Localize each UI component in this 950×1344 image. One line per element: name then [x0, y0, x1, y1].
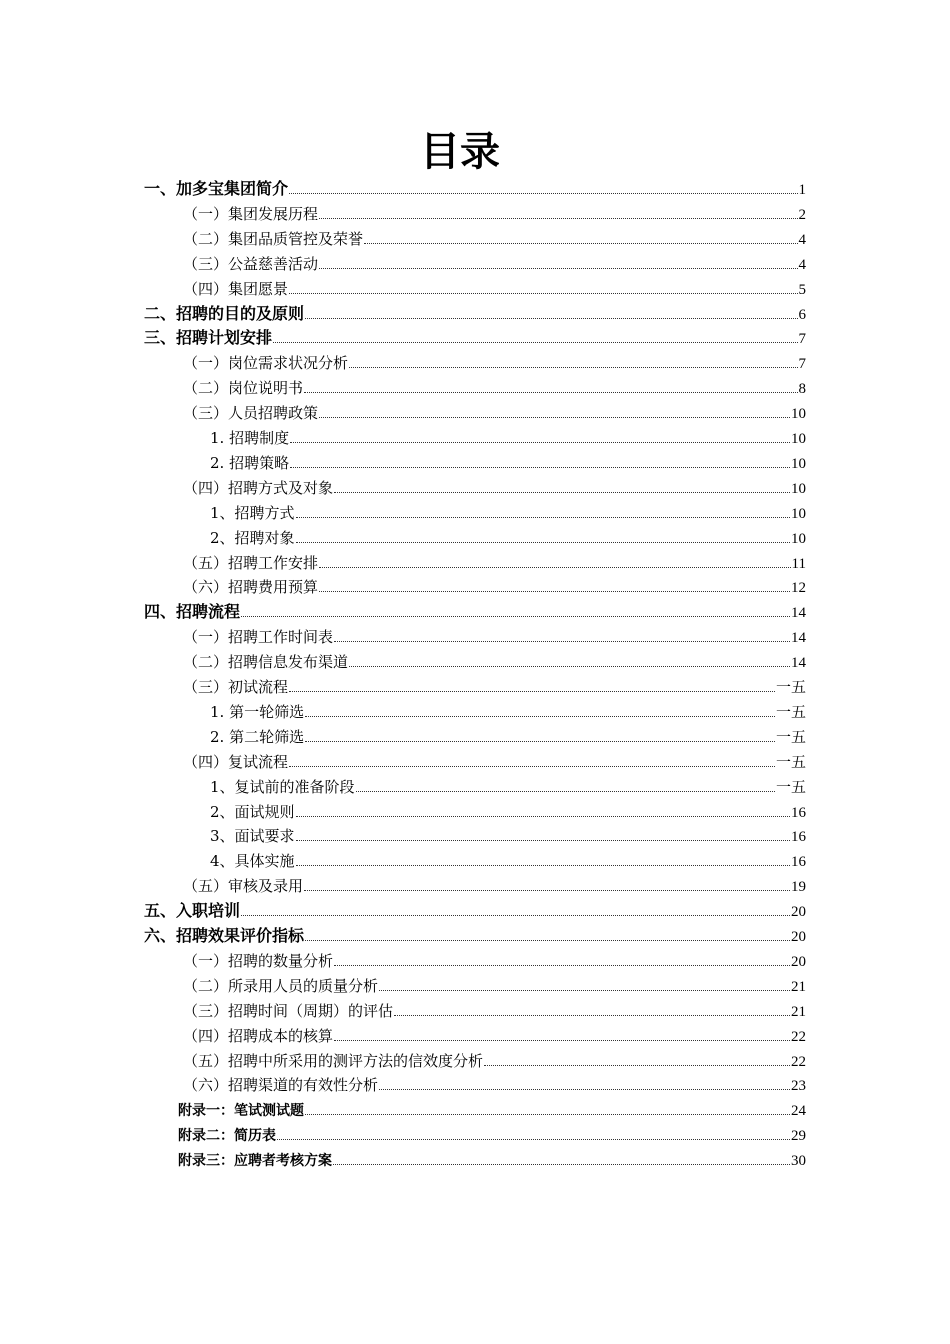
toc-entry-page-number: 10: [791, 431, 806, 447]
toc-entry-page-number: 14: [791, 605, 806, 622]
toc-entry-label: （三）公益慈善活动: [183, 254, 319, 273]
toc-entry-page-number: 24: [791, 1103, 806, 1120]
toc-entry-page-number: 8: [798, 381, 806, 398]
toc-entry[interactable]: [210, 723, 806, 747]
toc-leader-dots: [296, 802, 790, 817]
toc-entry-label: （一）集团发展历程: [183, 204, 319, 223]
toc-entry[interactable]: [183, 972, 806, 996]
toc-entry[interactable]: [178, 1121, 806, 1145]
toc-leader-dots: [334, 478, 790, 493]
toc-entry[interactable]: [183, 1071, 806, 1095]
toc-entry[interactable]: [183, 623, 806, 647]
toc-entry-label: 三、招聘计划安排: [144, 328, 273, 348]
toc-entry-page-number: 11: [791, 555, 806, 572]
toc-entry-label: （四）招聘成本的核算: [183, 1026, 334, 1045]
toc-entry-page-number: 一五: [775, 779, 806, 796]
toc-leader-dots: [296, 528, 790, 543]
toc-leader-dots: [319, 254, 797, 269]
toc-entry-page-number: 5: [798, 281, 806, 298]
toc-leader-dots: [379, 1075, 790, 1090]
toc-entry[interactable]: [210, 499, 806, 523]
page-title: 目录: [420, 129, 500, 175]
toc-entry-label: （六）招聘费用预算: [183, 578, 319, 597]
toc-entry-page-number: 20: [791, 953, 806, 970]
toc-entry[interactable]: [144, 324, 806, 348]
toc-entry-page-number: 10: [791, 480, 806, 497]
toc-entry[interactable]: [183, 872, 806, 896]
toc-leader-dots: [289, 677, 775, 692]
toc-entry-page-number: 12: [791, 580, 806, 597]
toc-entry[interactable]: [183, 1022, 806, 1046]
toc-entry-label: 一、加多宝集团简介: [144, 179, 289, 198]
toc-entry-page-number: 21: [791, 978, 806, 995]
toc-leader-dots: [334, 1026, 790, 1041]
toc-entry-page-number: 10: [791, 505, 806, 522]
toc-leader-dots: [241, 602, 790, 617]
toc-leader-dots: [379, 976, 790, 991]
toc-entry-label: 附录三：应聘者考核方案: [178, 1153, 332, 1170]
toc-leader-dots: [334, 951, 790, 966]
toc-leader-dots: [273, 328, 797, 343]
toc-entry-label: 1、复试前的准备阶段: [210, 777, 355, 796]
toc-entry-label: 2、招聘对象: [210, 528, 295, 547]
toc-entry-label: （一）招聘工作时间表: [183, 628, 334, 647]
toc-entry-page-number: 16: [791, 804, 806, 821]
toc-entry[interactable]: [183, 200, 806, 224]
toc-entry[interactable]: [210, 822, 806, 846]
toc-entry-label: 4、具体实施: [210, 852, 295, 871]
toc-entry[interactable]: [183, 250, 806, 274]
toc-entry-label: 五、入职培训: [144, 901, 241, 921]
toc-entry[interactable]: [183, 997, 806, 1021]
toc-entry-page-number: 一五: [775, 754, 806, 771]
toc-entry-page-number: 10: [791, 530, 806, 547]
toc-entry[interactable]: [183, 1047, 806, 1071]
toc-entry[interactable]: [210, 798, 806, 822]
toc-leader-dots: [333, 1150, 790, 1165]
toc-entry[interactable]: [183, 748, 806, 772]
toc-entry-label: （一）招聘的数量分析: [183, 951, 334, 970]
toc-entry-page-number: 16: [791, 829, 806, 846]
toc-entry-label: （五）招聘工作安排: [183, 553, 319, 572]
toc-entry-label: 2. 第二轮筛选: [210, 727, 305, 746]
toc-leader-dots: [319, 553, 791, 568]
toc-entry[interactable]: [183, 225, 806, 249]
toc-entry-label: （六）招聘渠道的有效性分析: [183, 1076, 379, 1095]
toc-entry-page-number: 23: [791, 1078, 806, 1095]
toc-entry-label: （三）初试流程: [183, 678, 289, 696]
toc-entry[interactable]: [210, 449, 806, 473]
toc-leader-dots: [289, 752, 775, 767]
toc-leader-dots: [305, 926, 790, 941]
toc-entry[interactable]: [210, 524, 806, 548]
toc-entry[interactable]: [178, 1146, 806, 1170]
toc-entry-label: 二、招聘的目的及原则: [144, 303, 305, 323]
toc-entry-label: 1. 招聘制度: [210, 429, 290, 447]
toc-leader-dots: [305, 702, 775, 717]
toc-entry[interactable]: [183, 349, 806, 373]
toc-entry[interactable]: [210, 424, 806, 448]
toc-leader-dots: [290, 428, 790, 443]
toc-entry-label: （一）岗位需求状况分析: [183, 354, 349, 373]
toc-entry-label: 1、招聘方式: [210, 503, 295, 522]
toc-entry[interactable]: [144, 897, 806, 921]
toc-entry-page-number: 29: [791, 1128, 806, 1145]
toc-leader-dots: [296, 503, 790, 518]
toc-entry-label: （四）集团愿景: [183, 279, 289, 298]
toc-leader-dots: [277, 1125, 790, 1140]
toc-entry[interactable]: [183, 947, 806, 971]
toc-entry[interactable]: [144, 598, 806, 622]
toc-entry-label: 2. 招聘策略: [210, 453, 290, 472]
toc-entry-page-number: 一五: [775, 729, 806, 746]
toc-leader-dots: [319, 577, 790, 592]
toc-entry-label: 3、面试要求: [210, 827, 295, 846]
toc-entry-label: （三）人员招聘政策: [183, 404, 319, 423]
toc-entry-label: （二）所录用人员的质量分析: [183, 976, 379, 995]
toc-entry-page-number: 一五: [775, 680, 806, 696]
toc-entry-page-number: 10: [791, 406, 806, 423]
toc-entry-label: （二）招聘信息发布渠道: [183, 653, 349, 672]
toc-entry-page-number: 20: [791, 929, 806, 945]
toc-entry[interactable]: [183, 374, 806, 398]
toc-leader-dots: [364, 229, 797, 244]
toc-entry[interactable]: [144, 175, 806, 199]
toc-leader-dots: [394, 1001, 790, 1016]
toc-entry-page-number: 16: [791, 854, 806, 871]
toc-entry-page-number: 7: [798, 331, 806, 348]
toc-leader-dots: [305, 727, 775, 742]
toc-entry-label: （二）岗位说明书: [183, 379, 304, 398]
toc-entry[interactable]: [144, 922, 806, 946]
toc-entry[interactable]: [183, 474, 806, 498]
toc-leader-dots: [289, 179, 797, 194]
toc-entry-label: 1. 第一轮筛选: [210, 702, 305, 721]
toc-leader-dots: [305, 1100, 790, 1115]
toc-entry-page-number: 22: [791, 1028, 806, 1045]
toc-leader-dots: [319, 204, 797, 219]
toc-entry-label: 六、招聘效果评价指标: [144, 926, 305, 945]
toc-entry[interactable]: [210, 847, 806, 871]
toc-entry-page-number: 10: [791, 455, 806, 472]
toc-entry[interactable]: [183, 648, 806, 672]
toc-entry[interactable]: [183, 573, 806, 597]
toc-entry[interactable]: [144, 300, 806, 324]
toc-entry[interactable]: [183, 399, 806, 423]
toc-entry-page-number: 一五: [775, 704, 806, 721]
toc-entry-page-number: 4: [798, 256, 806, 273]
toc-entry-page-number: 2: [798, 206, 806, 223]
toc-entry-page-number: 19: [791, 879, 806, 896]
toc-entry-label: （四）招聘方式及对象: [183, 478, 334, 497]
toc-leader-dots: [296, 826, 790, 841]
toc-entry-label: （五）审核及录用: [183, 877, 304, 896]
toc-entry[interactable]: [183, 673, 806, 697]
toc-entry-label: 附录二：简历表: [178, 1128, 276, 1145]
toc-leader-dots: [305, 304, 797, 319]
toc-leader-dots: [290, 453, 790, 468]
toc-leader-dots: [319, 403, 790, 418]
toc-entry-page-number: 20: [791, 904, 806, 921]
toc-entry-label: 2、面试规则: [210, 802, 295, 821]
toc-entry[interactable]: [178, 1096, 806, 1120]
toc-entry-page-number: 22: [791, 1053, 806, 1070]
toc-leader-dots: [349, 652, 790, 667]
toc-leader-dots: [484, 1051, 790, 1066]
toc-entry-label: 附录一：笔试测试题: [178, 1103, 304, 1120]
toc-leader-dots: [334, 627, 790, 642]
toc-leader-dots: [356, 777, 775, 792]
toc-leader-dots: [304, 876, 790, 891]
toc-leader-dots: [349, 353, 797, 368]
toc-entry-label: 四、招聘流程: [144, 602, 241, 622]
toc-entry-page-number: 7: [798, 356, 806, 373]
toc-entry-label: （二）集团品质管控及荣誉: [183, 229, 364, 248]
toc-entry-page-number: 14: [791, 655, 806, 672]
toc-leader-dots: [304, 378, 797, 393]
toc-leader-dots: [241, 901, 790, 916]
toc-entry[interactable]: [183, 275, 806, 299]
toc-leader-dots: [296, 851, 790, 866]
toc-entry[interactable]: [210, 698, 806, 722]
toc-entry-page-number: 30: [791, 1153, 806, 1170]
toc-leader-dots: [289, 279, 797, 294]
toc-entry-page-number: 21: [791, 1003, 806, 1020]
toc-entry-page-number: 4: [798, 231, 806, 248]
toc-entry[interactable]: [183, 549, 806, 573]
toc-entry-label: （四）复试流程: [183, 752, 289, 771]
toc-entry[interactable]: [210, 773, 806, 797]
toc-entry-page-number: 6: [798, 306, 806, 323]
toc-entry-label: （三）招聘时间（周期）的评估: [183, 1001, 394, 1020]
toc-entry-page-number: 1: [798, 182, 806, 198]
toc-entry-label: （五）招聘中所采用的测评方法的信效度分析: [183, 1051, 484, 1070]
toc-entry-page-number: 14: [791, 630, 806, 647]
